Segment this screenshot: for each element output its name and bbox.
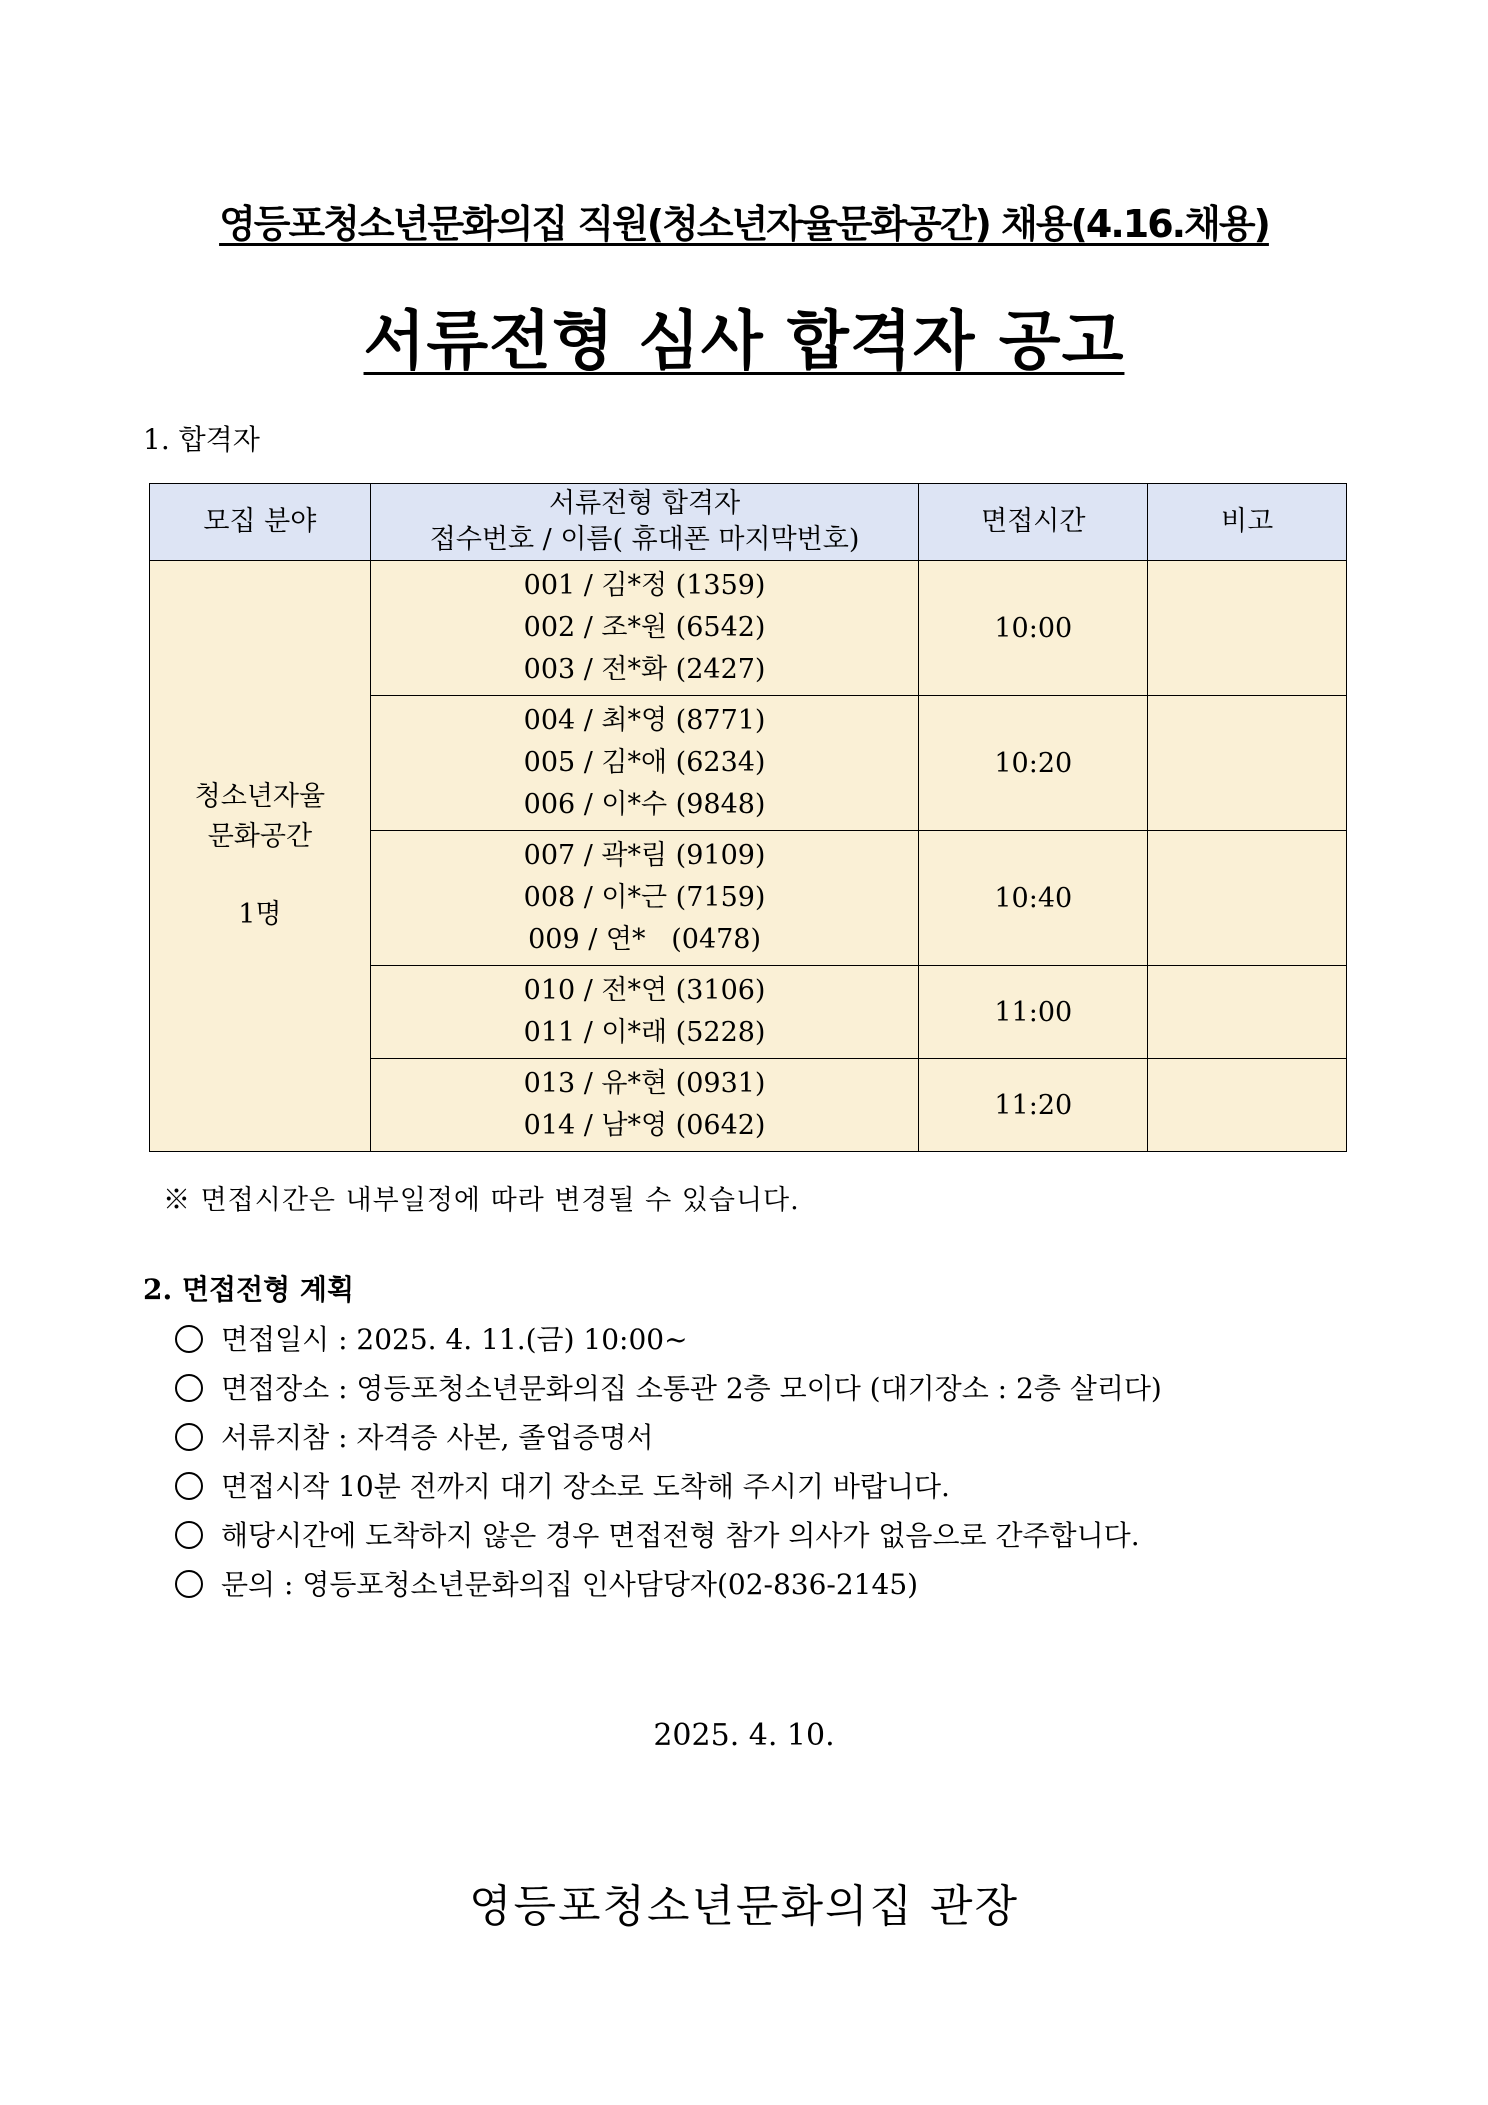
document-subtitle: 영등포청소년문화의집 직원(청소년자율문화공간) 채용(4.16.채용) <box>219 202 1269 246</box>
circle-bullet-icon <box>175 1374 203 1402</box>
field-cell <box>150 561 371 1152</box>
remarks-cell <box>1148 696 1347 831</box>
circle-bullet-icon <box>175 1570 203 1598</box>
header-applicants-line1: 서류전형 합격자 <box>548 488 741 519</box>
entries-cell <box>370 831 919 966</box>
interview-time: 10:40 <box>919 831 1148 966</box>
applicant-entry: 005 / 김*애 (6234) <box>523 747 766 778</box>
circle-bullet-icon <box>175 1472 203 1500</box>
applicant-entry: 008 / 이*근 (7159) <box>523 882 766 913</box>
field-line2: 문화공간 <box>207 821 313 852</box>
plan-item-text: 면접시작 10분 전까지 대기 장소로 도착해 주시기 바랍니다. <box>221 1470 950 1503</box>
circle-bullet-icon <box>175 1423 203 1451</box>
interview-time: 10:00 <box>919 561 1148 696</box>
applicant-entry: 014 / 남*영 (0642) <box>523 1110 766 1141</box>
applicant-entry: 003 / 전*화 (2427) <box>523 654 766 685</box>
plan-item-text: 문의 : 영등포청소년문화의집 인사담당자(02-836-2145) <box>221 1568 919 1601</box>
applicant-entry: 011 / 이*래 (5228) <box>523 1017 766 1048</box>
schedule-change-note: ※ 면접시간은 내부일정에 따라 변경될 수 있습니다. <box>163 1185 800 1216</box>
list-item <box>175 1511 1162 1560</box>
header-time: 면접시간 <box>919 484 1148 561</box>
remarks-cell <box>1148 1059 1347 1152</box>
applicant-entry: 010 / 전*연 (3106) <box>523 975 766 1006</box>
plan-item-text: 면접일시 : 2025. 4. 11.(금) 10:00~ <box>221 1323 688 1356</box>
header-field: 모집 분야 <box>150 484 371 561</box>
applicant-entry: 002 / 조*원 (6542) <box>523 612 766 643</box>
field-line1: 청소년자율 <box>194 781 326 812</box>
entries-cell <box>370 966 919 1059</box>
entries-cell <box>370 696 919 831</box>
list-item <box>175 1315 1162 1364</box>
passers-table <box>149 483 1347 1152</box>
section-heading-passers: 1. 합격자 <box>143 423 260 456</box>
table-header-row <box>150 484 1347 561</box>
remarks-cell <box>1148 561 1347 696</box>
header-applicants <box>370 484 919 561</box>
circle-bullet-icon <box>175 1325 203 1353</box>
remarks-cell <box>1148 966 1347 1059</box>
header-remarks: 비고 <box>1148 484 1347 561</box>
applicant-entry: 013 / 유*현 (0931) <box>523 1068 766 1099</box>
applicant-entry: 001 / 김*정 (1359) <box>523 570 766 601</box>
interview-time: 10:20 <box>919 696 1148 831</box>
applicant-entry: 006 / 이*수 (9848) <box>523 789 766 820</box>
announcement-date: 2025. 4. 10. <box>653 1718 835 1753</box>
plan-item-text: 서류지참 : 자격증 사본, 졸업증명서 <box>221 1421 654 1454</box>
applicant-entry: 007 / 곽*림 (9109) <box>523 840 766 871</box>
interview-time: 11:20 <box>919 1059 1148 1152</box>
list-item <box>175 1560 1162 1609</box>
list-item <box>175 1462 1162 1511</box>
list-item <box>175 1364 1162 1413</box>
field-count: 1명 <box>238 899 282 930</box>
interview-plan-list <box>175 1315 1162 1609</box>
remarks-cell <box>1148 831 1347 966</box>
plan-item-text: 면접장소 : 영등포청소년문화의집 소통관 2층 모이다 (대기장소 : 2층 살리다) <box>221 1372 1162 1405</box>
list-item <box>175 1413 1162 1462</box>
applicant-entry: 004 / 최*영 (8771) <box>523 705 766 736</box>
header-applicants-line2: 접수번호 / 이름( 휴대폰 마지막번호) <box>429 524 860 555</box>
entries-cell <box>370 561 919 696</box>
plan-item-text: 해당시간에 도착하지 않은 경우 면접전형 참가 의사가 없음으로 간주합니다. <box>221 1519 1140 1552</box>
applicant-entry: 009 / 연* (0478) <box>528 924 762 955</box>
section-heading-interview-plan: 2. 면접전형 계획 <box>143 1273 355 1306</box>
table-row <box>150 561 1347 696</box>
document-title: 서류전형 심사 합격자 공고 <box>363 305 1125 379</box>
interview-time: 11:00 <box>919 966 1148 1059</box>
entries-cell <box>370 1059 919 1152</box>
circle-bullet-icon <box>175 1521 203 1549</box>
issuer-signature: 영등포청소년문화의집 관장 <box>468 1881 1020 1932</box>
